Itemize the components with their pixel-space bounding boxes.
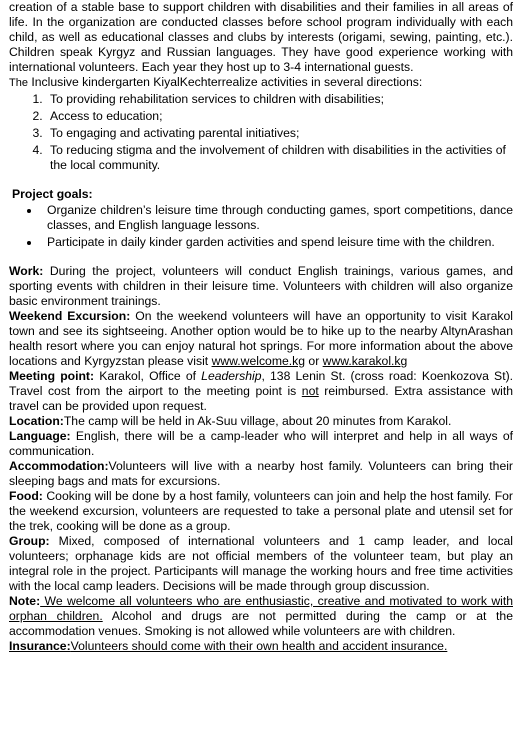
excursion-text: On the weekend volunteers will have an opportunity to visit Karakol town and see its sightseeing. Another option would be to hike up to the nearby AltynArashan health resort where you can enjoy natural hot springs. For more information about the above locations and Kyrgyzstan please visit bbox=[9, 309, 514, 368]
excursion-section bbox=[9, 309, 513, 369]
direction-item: 1. To providing rehabilitation services to children with disabilities; bbox=[46, 92, 513, 107]
accommodation-label: Accommodation: bbox=[9, 459, 109, 473]
group-text: Mixed, composed of international volunteers and 1 camp leader, and local volunteers; orphanage kids are not official members of the volunteer team, but play an integral role in the project. Participants will manage the working hours and free time activities with the local camp leaders. Decisions will be made through group discussion. bbox=[9, 534, 513, 593]
food-label: Food: bbox=[9, 489, 43, 503]
excursion-or: or bbox=[305, 354, 323, 368]
accommodation-section bbox=[9, 459, 513, 489]
karakol-link[interactable]: www.karakol.kg bbox=[322, 354, 408, 368]
location-label: Location: bbox=[9, 414, 64, 428]
meeting-text-3: reimbursed. Extra assistance with travel can be provided upon request. bbox=[9, 384, 513, 413]
food-text: Cooking will be done by a host family, volunteers can join and help the host family. For the weekend excursion, volunteers are requested to take a personal plate and utensil set for the trek, cooking will be done as a group. bbox=[9, 489, 513, 533]
direction-item: 4. To reducing stigma and the involvement of children with disabilities in the activities of the local community. bbox=[46, 143, 513, 173]
directions-text: Inclusive kindergarten KiyalKechterrealize activities in several directions: bbox=[27, 75, 423, 89]
group-section bbox=[9, 534, 513, 594]
direction-item: 3. To engaging and activating parental initiatives; bbox=[46, 126, 513, 141]
food-section bbox=[9, 489, 513, 534]
goals-list bbox=[9, 203, 513, 250]
excursion-label: Weekend Excursion: bbox=[9, 309, 131, 323]
meeting-italic: Leadership bbox=[201, 369, 262, 383]
directions-intro bbox=[9, 75, 513, 91]
location-section bbox=[9, 414, 513, 429]
work-section bbox=[9, 264, 513, 309]
accommodation-text: Volunteers will live with a nearby host family. Volunteers can bring their sleeping bags and mats for excursions. bbox=[9, 459, 513, 488]
insurance-section bbox=[9, 639, 513, 654]
meeting-text-1: Karakol, Office of bbox=[94, 369, 202, 383]
meeting-not: not bbox=[301, 384, 319, 398]
language-label: Language: bbox=[9, 429, 71, 443]
directions-list bbox=[9, 92, 513, 173]
direction-item: 2. Access to education; bbox=[46, 109, 513, 124]
location-text: The camp will be held in Ak-Suu village, about 20 minutes from Karakol. bbox=[63, 414, 452, 428]
work-text: During the project, volunteers will conduct English trainings, various games, and sporting events with children in their leisure time. Volunteers with children will also organize basic environment trainings. bbox=[9, 264, 513, 308]
directions-prefix: The bbox=[9, 77, 28, 89]
insurance-text: Volunteers should come with their own health and accident insurance. bbox=[70, 639, 448, 653]
meeting-section bbox=[9, 369, 513, 414]
goals-title: Project goals: bbox=[12, 187, 93, 201]
note-text: Alcohol and drugs are not permitted during the camp or at the accommodation venues. Smoking is not allowed while volunteers are with children. bbox=[9, 609, 513, 638]
meeting-text-2: , 138 Lenin St. (cross road: Koenkozova St). Travel cost from the airport to the meeting point is bbox=[9, 369, 514, 398]
document-page bbox=[9, 0, 513, 654]
note-underlined: We welcome all volunteers who are enthusiastic, creative and motivated to work with orphan children. bbox=[9, 594, 513, 623]
insurance-label: Insurance: bbox=[9, 639, 71, 653]
goal-item: • Organize children’s leisure time through conducting games, sport competitions, dance classes, and English language lessons. bbox=[41, 203, 513, 233]
spacer bbox=[9, 175, 513, 184]
group-label: Group: bbox=[9, 534, 50, 548]
meeting-label: Meeting point: bbox=[9, 369, 95, 383]
work-label: Work: bbox=[9, 264, 44, 278]
language-section bbox=[9, 429, 513, 459]
note-label: Note: bbox=[9, 594, 41, 608]
goal-item: • Participate in daily kinder garden activities and spend leisure time with the children. bbox=[41, 235, 513, 250]
spacer bbox=[9, 252, 513, 264]
intro-paragraph: creation of a stable base to support children with disabilities and their families in all areas of life. In the organization are conducted classes before school program individually with each child, as well as educational classes and clubs by interests (origami, sewing, painting, etc.). Children speak Kyrgyz and Russian languages. They have good experience working with international volunteers. Each year they host up to 3-4 international guests. bbox=[9, 0, 513, 74]
language-text: English, there will be a camp-leader who will interpret and help in all ways of communication. bbox=[9, 429, 513, 458]
welcome-link[interactable]: www.welcome.kg bbox=[211, 354, 306, 368]
note-section bbox=[9, 594, 513, 639]
